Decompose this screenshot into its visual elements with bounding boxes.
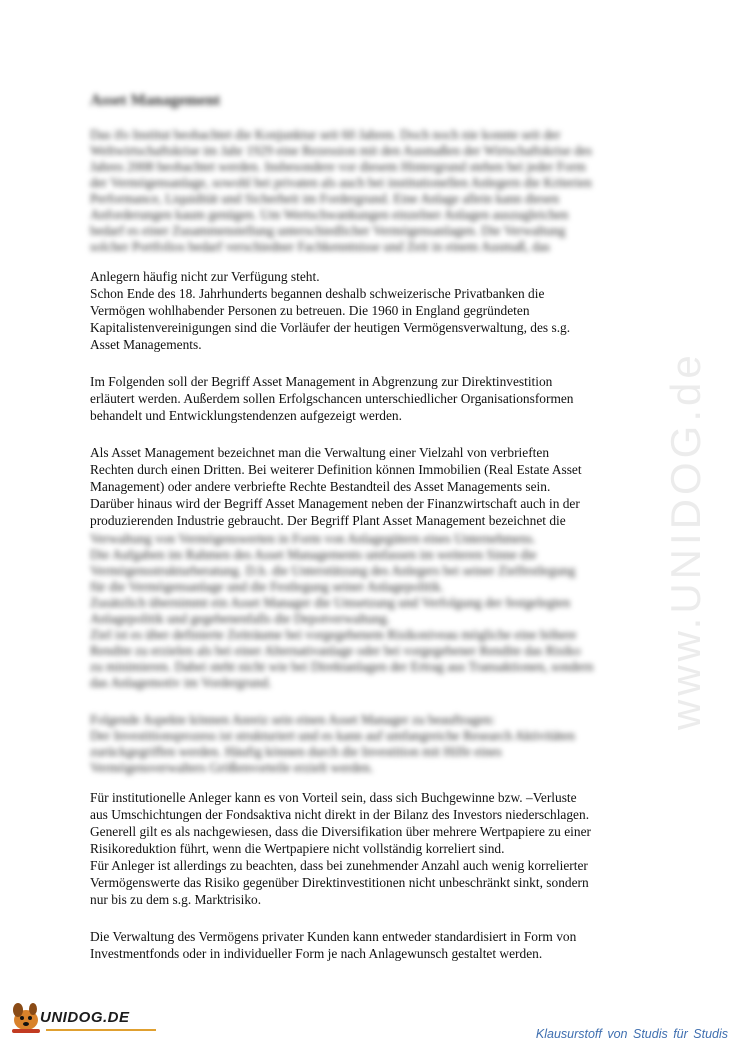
text-line: Das ifo Institut beobachtet die Konjunktur seit 60 Jahren. Doch noch nie konnte seit der	[90, 127, 561, 142]
text-line: Anlegern häufig nicht zur Verfügung steht.	[90, 269, 320, 284]
text-line: behandelt und Entwicklungstendenzen aufgezeigt werden.	[90, 408, 402, 423]
text-line: nur bis zu dem s.g. Marktrisiko.	[90, 892, 262, 907]
text-line: zu minimieren. Dabei steht nicht wie bei Direktanlagen der Ertrag aus Transaktionen, sondern	[90, 659, 594, 674]
text-line: das Anlagemotiv im Vordergrund.	[90, 675, 272, 690]
text-line: Die Aufgaben im Rahmen des Asset Managements umfassen im weiteren Sinne die	[90, 547, 537, 562]
text-line: Investmentfonds oder in individueller Form je nach Anlagewunsch gestaltet werden.	[90, 946, 543, 961]
text-line: produzierenden Industrie gebraucht. Der Begriff Plant Asset Management bezeichnet die	[90, 513, 566, 528]
text-line: Die Verwaltung des Vermögens privater Kunden kann entweder standardisiert in Form von	[90, 929, 577, 944]
text-line: Risikoreduktion führt, wenn die Wertpapiere nicht vollständig korreliert sind.	[90, 841, 505, 856]
text-line: Anforderungen kaum genügen. Um Wertschwankungen einzelner Anlagen auszugleichen	[90, 207, 569, 222]
logo-text: UNIDOG.DE	[40, 1009, 130, 1026]
text-line: Verwaltung von Vermögenswerten in Form von Anlagegütern eines Unternehmens.	[90, 531, 536, 546]
text-line: Für institutionelle Anleger kann es von Vorteil sein, dass sich Buchgewinne bzw. –Verluste	[90, 790, 577, 805]
text-line: Als Asset Management bezeichnet man die Verwaltung einer Vielzahl von verbrieften	[90, 445, 550, 460]
text-line: Vermögensstrukturberatung. D.h. die Unterstützung des Anlegers bei seiner Zielfestlegung	[90, 563, 576, 578]
text-line: für die Vermögensanlage und die Festlegung seiner Anlagepolitik.	[90, 579, 444, 594]
text-line: Jahres 2008 beobachtet werden. Insbesondere vor diesem Hintergrund stehen bei jeder Form	[90, 159, 586, 174]
text-line: bedarf es einer Zusammenstellung unterschiedlicher Vermögensanlagen. Die Verwaltung	[90, 223, 566, 238]
text-line: solcher Portfolios bedarf verschiedner Fachkenntnisse und Zeit in einem Ausmaß, das	[90, 239, 551, 254]
text-line: der Vermögensanlage, sowohl bei privaten als auch bei institutionellen Anlegern die Kriterien	[90, 175, 592, 190]
footer-tagline: Klausurstoff von Studis für Studis	[535, 1027, 728, 1041]
text-line: Kapitalistenvereinigungen sind die Vorläufer der heutigen Vermögensverwaltung, des s.g.	[90, 320, 571, 335]
text-line: Asset Managements.	[90, 337, 202, 352]
text-line: Generell gilt es als nachgewiesen, dass die Diversifikation über mehrere Wertpapiere zu einer	[90, 824, 591, 839]
text-line: Ziel ist es über definierte Zeiträume bei vorgegebenem Risikoniveau mögliche eine höhere	[90, 627, 577, 642]
text-line: Vermögensverwalters Größenvorteile erzielt werden.	[90, 760, 374, 775]
text-line: aus Umschichtungen der Fondsaktiva nicht direkt in der Bilanz des Investors niederschlagen.	[90, 807, 590, 822]
text-line: erläutert werden. Außerdem sollen Erfolgschancen unterschiedlicher Organisationsformen	[90, 391, 574, 406]
text-line: Anlagepolitik und gegebenenfalls die Depotverwaltung.	[90, 611, 391, 626]
text-line: Für Anleger ist allerdings zu beachten, dass bei zunehmender Anzahl auch wenig korrelierter	[90, 858, 588, 873]
text-line: Performance, Liquidität und Sicherheit im Fordergrund. Eine Anlage allein kann diesen	[90, 191, 560, 206]
text-line: Der Investitionsprozess ist strukturiert und es kann auf umfangreiche Research Aktivitäten	[90, 728, 575, 743]
side-watermark	[662, 351, 710, 730]
text-line: Rechten durch einen Dritten. Bei weiterer Definition können Immobilien (Real Estate Asset	[90, 462, 582, 477]
text-line: Vermögen wohlhabender Personen zu betreuen. Die 1960 in England gegründeten	[90, 303, 530, 318]
text-line: Weltwirtschaftskrise im Jahr 1929 eine Rezession mit den Ausmaßen der Wirtschaftskrise des	[90, 143, 593, 158]
text-line: Management) oder andere verbriefte Rechte Bestandteil des Asset Managements sein.	[90, 479, 551, 494]
text-line: Schon Ende des 18. Jahrhunderts begannen deshalb schweizerische Privatbanken die	[90, 286, 545, 301]
watermark-text: www.UNIDOG.de	[662, 351, 709, 730]
text-line: Zusätzlich übernimmt ein Asset Manager die Umsetzung und Verfolgung der festgelegten	[90, 595, 571, 610]
text-line: Darüber hinaus wird der Begriff Asset Management neben der Finanzwirtschaft auch in der	[90, 496, 580, 511]
text-line: Im Folgenden soll der Begriff Asset Management in Abgrenzung zur Direktinvestition	[90, 374, 553, 389]
text-line: Rendite zu erzielen als bei einer Alternativanlage oder bei vorgegebener Rendite das Risiko	[90, 643, 581, 658]
text-line: zurückgegriffen werden. Häufig können durch die Investition mit Hilfe eines	[90, 744, 502, 759]
text-line: Vermögenswerte das Risiko gegenüber Direktinvestitionen nicht unbeschränkt sinkt, sondern	[90, 875, 589, 890]
text-line: Folgende Aspekte können Anreiz sein einen Asset Manager zu beauftragen:	[90, 712, 495, 727]
document-title: Asset Management	[90, 92, 221, 109]
